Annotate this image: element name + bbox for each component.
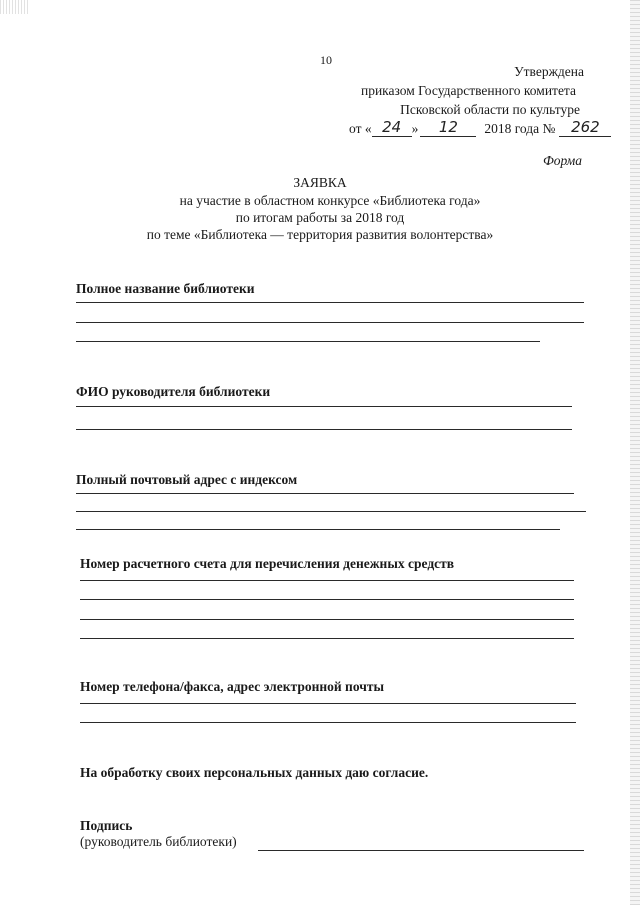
approval-line-1: Утверждена xyxy=(514,64,584,79)
consent-text: На обработку своих персональных данных даю согласие. xyxy=(80,765,429,780)
head-name-label: ФИО руководителя библиотеки xyxy=(76,384,271,399)
signature-line[interactable] xyxy=(258,850,584,851)
scan-artifact xyxy=(0,0,30,14)
title-line-1: на участие в областном конкурсе «Библиотека года» xyxy=(179,193,481,208)
bank-account-line-3[interactable] xyxy=(80,619,574,620)
library-name-line-3[interactable] xyxy=(76,341,540,342)
library-name-label: Полное название библиотеки xyxy=(76,281,255,296)
form-label: Форма xyxy=(542,153,582,168)
date-day: 24 xyxy=(372,118,412,137)
bank-account-line-1[interactable] xyxy=(80,580,574,581)
date-year: 2018 года № xyxy=(484,121,556,136)
approval-line-3: Псковской области по культуре xyxy=(400,102,580,117)
bank-account-label: Номер расчетного счета для перечисления денежных средств xyxy=(80,556,455,571)
order-number: 262 xyxy=(559,118,611,137)
contacts-line-2[interactable] xyxy=(80,722,576,723)
signature-sub-label: (руководитель библиотеки) xyxy=(80,834,237,849)
approval-date-line xyxy=(349,118,611,137)
title-line-2: по итогам работы за 2018 год xyxy=(235,210,405,225)
bank-account-line-2[interactable] xyxy=(80,599,574,600)
head-name-line-1[interactable] xyxy=(76,406,572,407)
date-month: 12 xyxy=(420,118,476,137)
title-line-3: по теме «Библиотека — территория развития волонтерства» xyxy=(146,227,494,242)
page-number: 10 xyxy=(320,53,332,67)
document-title: ЗАЯВКА xyxy=(293,175,347,190)
date-prefix: от « xyxy=(349,121,372,136)
signature-label: Подпись xyxy=(80,818,133,833)
contacts-label: Номер телефона/факса, адрес электронной почты xyxy=(80,679,385,694)
approval-line-2: приказом Государственного комитета xyxy=(360,83,576,98)
postal-address-line-1[interactable] xyxy=(76,493,574,494)
postal-address-line-3[interactable] xyxy=(76,529,560,530)
library-name-line-2[interactable] xyxy=(76,322,584,323)
head-name-line-2[interactable] xyxy=(76,429,572,430)
postal-address-label: Полный почтовый адрес с индексом xyxy=(76,472,298,487)
date-sep: » xyxy=(411,121,419,136)
contacts-line-1[interactable] xyxy=(80,703,576,704)
bank-account-line-4[interactable] xyxy=(80,638,574,639)
library-name-line-1[interactable] xyxy=(76,302,584,303)
scan-edge xyxy=(630,0,640,905)
postal-address-line-2[interactable] xyxy=(76,511,586,512)
